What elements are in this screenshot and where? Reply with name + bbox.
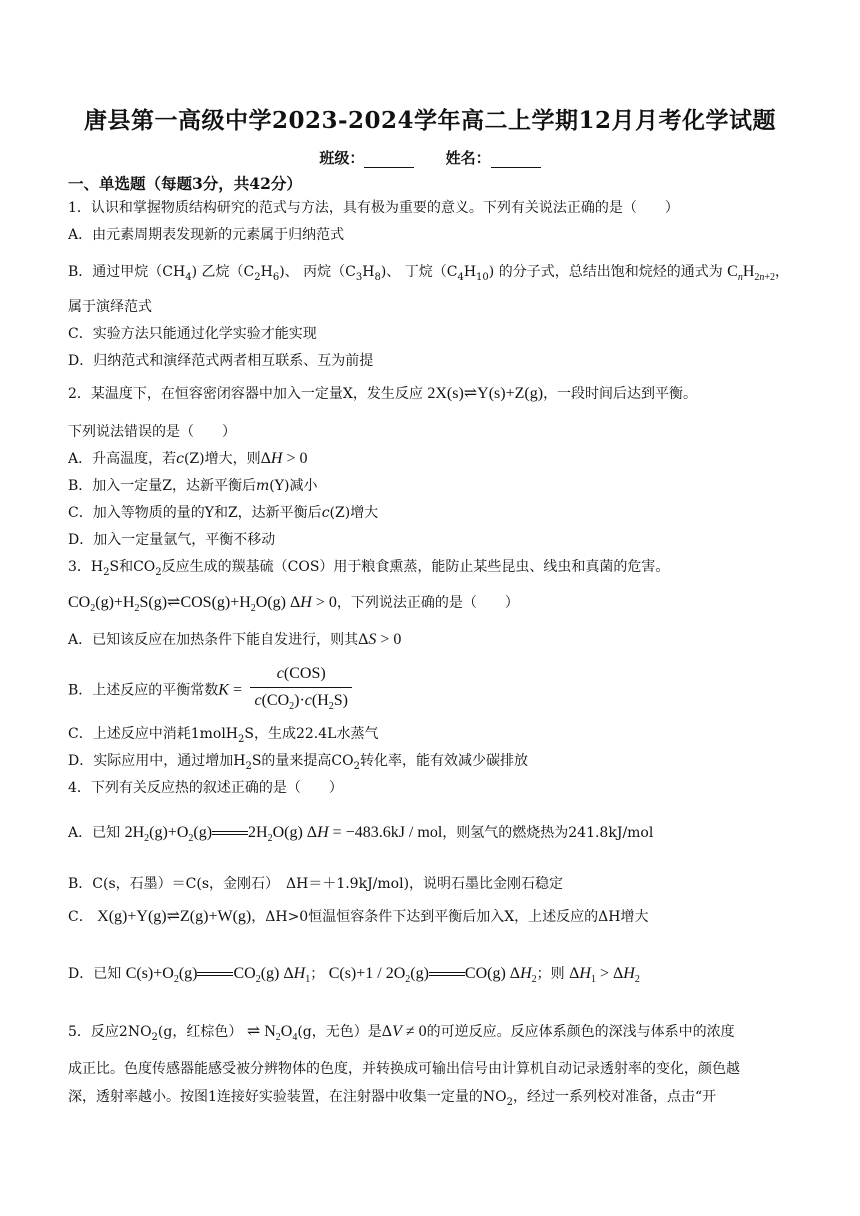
q3-stem: 3．$H_2S$和$CO_2$反应生成的羰基硫（COS）用于粮食熏蒸，能防止某些昆虫、线虫和真菌的危害。 <box>68 559 670 578</box>
q3-equation: $CO_2(g)+H_2S(g)\rightleftharpoons COS(g)+H_2O(g) \Delta H > 0$，下列说法正确的是（ ） <box>68 594 519 615</box>
page-title: 唐县第一高级中学2023-2024学年高二上学期12月月考化学试题 <box>83 107 777 134</box>
q1-option-c: C．实验方法只能通过化学实验才能实现 <box>68 326 317 342</box>
class-blank <box>364 153 414 168</box>
q4-option-b: B．C(s，石墨）＝C(s，金刚石） ΔH＝＋1.9kJ/mol)，说明石墨比金刚石稳定 <box>68 876 564 892</box>
q1-option-d: D．归纳范式和演绎范式两者相互联系、互为前提 <box>68 353 374 369</box>
class-label: 班级： <box>319 149 365 167</box>
q2-stem-cont: 下列说法错误的是（ ） <box>68 424 236 440</box>
q5-line-2: 成正比。色度传感器能感受被分辨物体的色度，并转换成可输出信号由计算机自动记录透射率的变化，颜色越 <box>68 1061 740 1077</box>
q5-line-1: 5．反应$2NO_2(g$，红棕色） ⇌ $N_2O_4(g$，无色）是ΔV ≠ 0的可逆反应。反应体系颜色的深浅与体系中的浓度 <box>68 1023 735 1044</box>
q2-option-b: B．加入一定量Z，达新平衡后m(Y)减小 <box>68 478 318 494</box>
q3-option-d: D．实际应用中，通过增加$H_2S$的量来提高$CO_2$转化率，能有效减少碳排放 <box>68 753 528 772</box>
q2-option-d: D．加入一定量氩气，平衡不移动 <box>68 532 276 548</box>
q1-option-a: A．由元素周期表发现新的元素属于归纳范式 <box>68 227 345 243</box>
q1-stem: 1．认识和掌握物质结构研究的范式与方法，具有极为重要的意义。下列有关说法正确的是（ ） <box>68 200 679 216</box>
name-label: 姓名： <box>445 149 491 167</box>
q1-option-b-cont: 属于演绎范式 <box>68 299 152 315</box>
q2-option-a: A．升高温度，若c(Z)增大，则ΔH > 0 <box>68 450 308 467</box>
q4-option-a: A．已知 $2H_2(g)+O_2(g)$ $2H_2O(g) \Delta H = -483.6kJ$ / mol，则氢气的燃烧热为241.8kJ/mol <box>68 824 654 845</box>
student-info <box>0 147 860 168</box>
name-blank <box>491 153 541 168</box>
q3-option-c: C．上述反应中消耗1molH$_2$S，生成22.4L水蒸气 <box>68 726 379 745</box>
q4-stem: 4．下列有关反应热的叙述正确的是（ ） <box>68 780 343 796</box>
q1-option-b: B．通过甲烷$(CH_4)$ 乙烷$(C_2H_6)$、 丙烷$(C_3H_8)$、 丁烷$(C_4H_{10})$ 的分子式，总结出饱和烷烃的通式为 $C_nH_{2n+2}$， <box>68 263 790 284</box>
q4-option-c: C． X(g)+Y(g)⇌Z(g)+W(g)，ΔH>0恒温恒容条件下达到平衡后加入X，上述反应的ΔH增大 <box>68 908 649 925</box>
equilibrium-constant-fraction: $\frac{\text{c(COS)}}{c(CO_2)\cdot c(H_2S)}$ <box>250 663 352 718</box>
section-heading: 一、单选题（每题3分，共42分） <box>68 174 302 193</box>
q3-option-a: A．已知该反应在加热条件下能自发进行，则其ΔS > 0 <box>68 631 402 648</box>
q5-line-3: 深，透射率越小。按图1连接好实验装置，在注射器中收集一定量的$NO_2$，经过一系列校对准备，点击“开 <box>68 1089 717 1108</box>
q3-option-b: B．上述反应的平衡常数K = $\frac{\text{c(COS)}}{c(CO_2)\cdot c(H_2S)}$ <box>68 663 356 718</box>
q2-stem: 2．某温度下，在恒容密闭容器中加入一定量X，发生反应 2X(s)⇌Y(s)+Z(g)，一段时间后达到平衡。 <box>68 385 698 402</box>
q2-option-c: C．加入等物质的量的Y和Z，达新平衡后c(Z)增大 <box>68 505 379 521</box>
q4-option-d: D．已知 $C(s)+O_2(g)$ $CO_2(g)$ $\Delta H_1$； $C(s)+1 / 2O_2(g)$ CO(g) $\Delta H_2$；则 $\Delta H_1 > \Delta H_2$ <box>68 965 640 986</box>
